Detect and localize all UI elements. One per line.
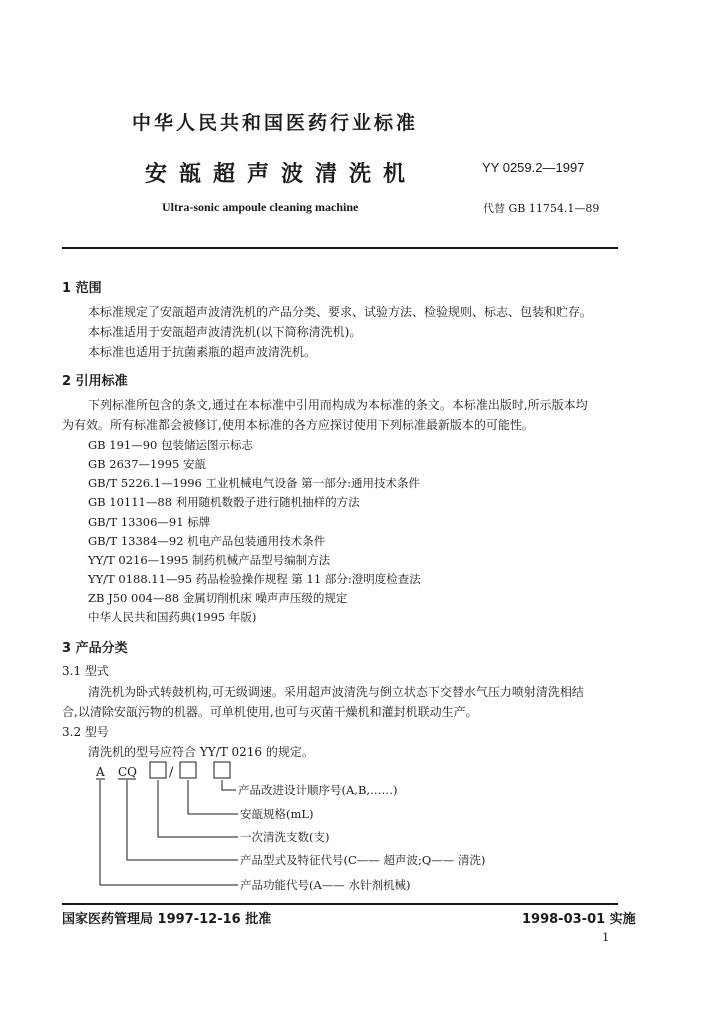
reference-item: 中华人民共和国药典(1995 年版): [88, 610, 257, 624]
section-1-paragraph-2: 本标准适用于安瓿超声波清洗机(以下简称清洗机)。: [88, 325, 362, 339]
reference-item: GB 10111—88 利用随机数骰子进行随机抽样的方法: [88, 495, 360, 509]
section-3-2-title: 3.2 型号: [62, 725, 109, 739]
label-cleaning-count: 一次清洗支数(支): [240, 830, 330, 844]
implementation-date: 1998-03-01 实施: [522, 912, 636, 927]
page-number: 1: [602, 930, 610, 944]
label-design-sequence: 产品改进设计顺序号(A,B,……): [238, 783, 398, 797]
reference-item: ZB J50 004—88 金属切削机床 噪声声压级的规定: [88, 591, 348, 605]
reference-item: YY/T 0188.11—95 药品检验操作规程 第 11 部分:澄明度检查法: [88, 572, 421, 586]
reference-item: GB/T 13306—91 标牌: [88, 515, 211, 529]
section-2-title: 2 引用标准: [62, 374, 128, 389]
section-1-paragraph-3: 本标准也适用于抗菌素瓶的超声波清洗机。: [88, 345, 317, 359]
english-title: Ultra-sonic ampoule cleaning machine: [162, 200, 359, 214]
code-box-spec: [180, 762, 196, 778]
label-ampoule-spec: 安瓿规格(mL): [240, 807, 314, 821]
section-3-title: 3 产品分类: [62, 641, 128, 656]
reference-item: GB/T 5226.1—1996 工业机械电气设备 第一部分:通用技术条件: [88, 476, 421, 490]
section-2-intro-line-1: 下列标准所包含的条文,通过在本标准中引用而构成为本标准的条文。本标准出版时,所示版本均: [88, 398, 588, 412]
section-3-1-line-2: 合,以清除安瓿污物的机器。可单机使用,也可与灭菌干燥机和灌封机联动生产。: [62, 705, 478, 719]
label-function-code: 产品功能代号(A—— 水针剂机械): [240, 878, 411, 892]
section-3-1-title: 3.1 型式: [62, 664, 109, 678]
label-type-code: 产品型式及特征代号(C—— 超声波;Q—— 清洗): [240, 853, 486, 867]
industry-standard-heading: 中华人民共和国医药行业标准: [132, 112, 419, 134]
model-prefix-cq: CQ: [118, 765, 138, 779]
reference-item: GB 2637—1995 安瓿: [88, 457, 206, 471]
approval-note: 国家医药管理局 1997-12-16 批准: [62, 912, 272, 927]
model-separator: /: [169, 765, 174, 780]
document-title: 安瓿超声波清洗机: [145, 162, 418, 187]
model-prefix-a: A: [96, 765, 105, 779]
code-box-count: [150, 762, 166, 778]
footer-divider: [62, 903, 618, 905]
reference-item: GB 191—90 包装储运图示标志: [88, 438, 254, 452]
section-1-paragraph-1: 本标准规定了安瓿超声波清洗机的产品分类、要求、试验方法、检验规则、标志、包装和贮存。: [88, 305, 593, 319]
reference-item: YY/T 0216—1995 制药机械产品型号编制方法: [88, 553, 331, 567]
section-2-intro-line-2: 为有效。所有标准都会被修订,使用本标准的各方应探讨使用下列标准最新版本的可能性。: [62, 418, 534, 432]
replaces-note: 代替 GB 11754.1—89: [483, 202, 600, 215]
section-1-title: 1 范围: [62, 281, 102, 296]
section-3-2-paragraph: 清洗机的型号应符合 YY/T 0216 的规定。: [88, 745, 314, 759]
reference-item: GB/T 13384—92 机电产品包装通用技术条件: [88, 534, 326, 548]
section-3-1-line-1: 清洗机为卧式转鼓机构,可无级调速。采用超声波清洗与倒立状态下交替水气压力喷射清洗相结: [88, 685, 584, 699]
standard-code: YY 0259.2—1997: [482, 160, 585, 175]
code-box-design: [214, 762, 230, 778]
